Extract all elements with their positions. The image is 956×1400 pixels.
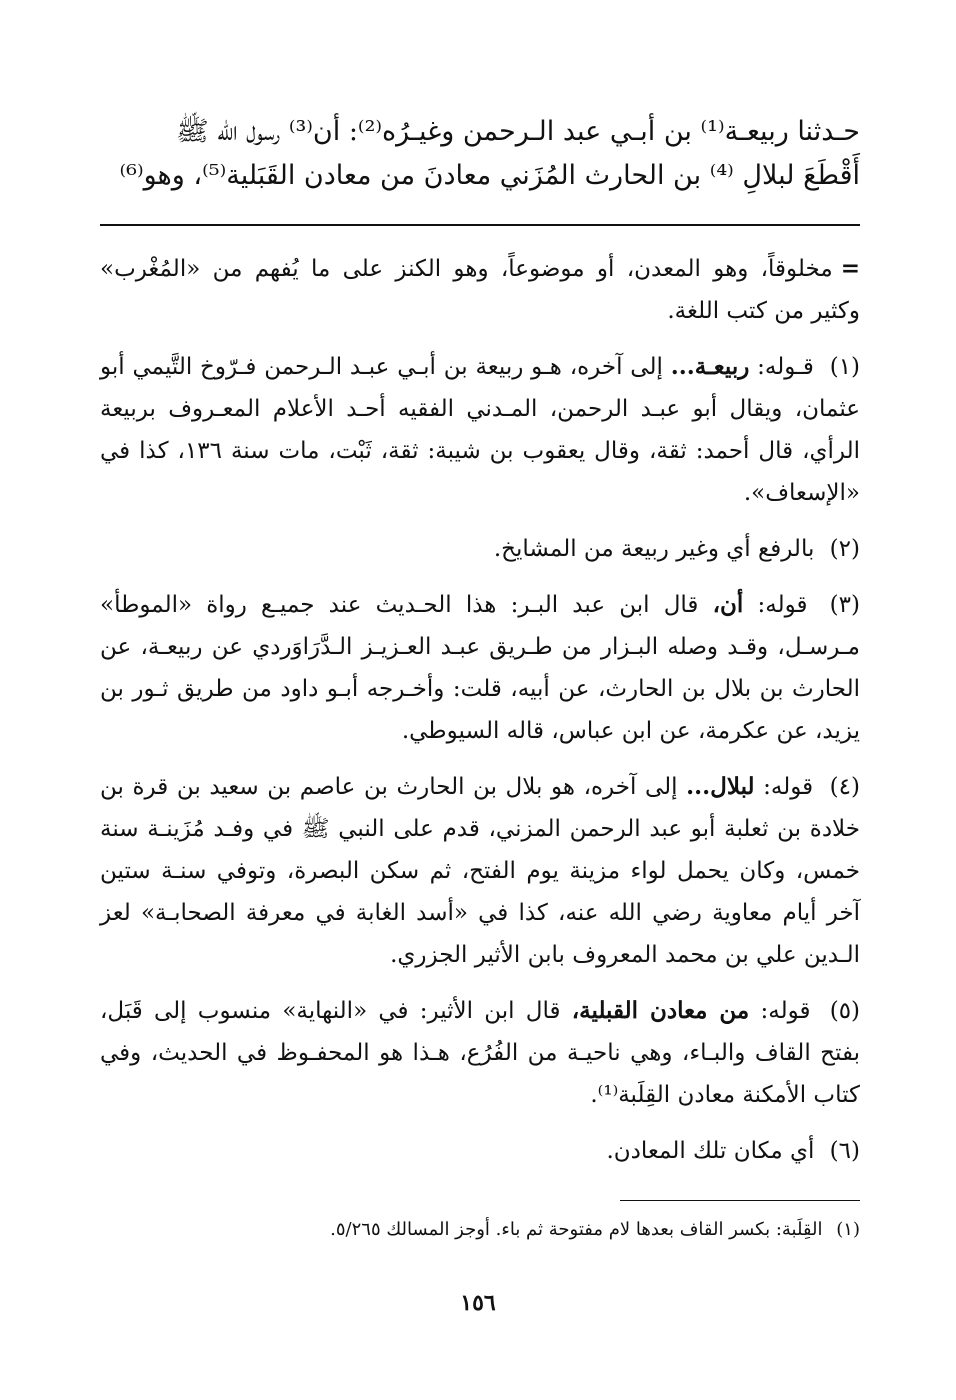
footnote-number: (١) [836,1219,860,1240]
commentary-note [100,528,860,570]
commentary-note [100,766,860,976]
footnote-separator [620,1200,860,1201]
note-text: إلى آخره، هـو ربيعة بن أبـي عبـد الـرحمن فـرّوخ التَّيمي أبو عثمان، ويقال أبو عبـد الرحمن، المـدني الفقيه أحـد الأعلام المعـروف بربيعة الرأي، قال أحمد: ثقة، وقال يعقوب بن شيبة: ثقة، ثَبْت، مات سنة ١٣٦، كذا في «الإسعاف». [100,354,860,506]
page-number: ١٥٦ [460,1290,496,1316]
note-text: أي مكان تلك المعادن. [606,1138,815,1164]
note-prefix: قوله: [763,774,814,800]
note-number: (٢) [829,536,860,562]
note-text: قال ابن عبد البـر: هذا الحـديث عند جميـع رواة «الموطأ» مـرسـل، وقـد وصله البـزار من طـريق عبـد العـزيـز الـدَّرَاوَردي عن ربيعـة، عن الحارث بن بلال بن الحارث، عن أبيه، قلت: وأخـرجه أبـو داود من طريق ثـور بن يزيد، عن عكرمة، عن ابن عباس، قاله السيوطي. [100,592,860,744]
note-text: قال ابن الأثير: في «النهاية» منسوب إلى قَبَل، بفتح القاف والبـاء، وهي ناحيـة من الفُرُع، هـذا هو المحفـوظ في الحديث، وفي كتاب الأمكنة معادن القِلَبة⁽¹⁾. [100,998,860,1108]
continuation-text: مخلوقاً، وهو المعدن، أو موضوعاً، وهو الكنز على ما يُفهم من «المُغْرب» وكثير من كتب اللغة. [100,256,860,324]
note-number: (٣) [829,592,860,618]
note-number: (٦) [829,1138,860,1164]
note-lemma: أن، [712,591,744,618]
note-lemma: ربيعـة... [670,353,750,380]
main-text-line: أَقْطَعَ لبلالِ ⁽⁴⁾ بن الحارث المُزَني معادنَ من معادن القَبَلية⁽⁵⁾، وهو⁽⁶⁾ [119,160,860,191]
separator-rule [100,224,860,226]
note-prefix: قوله: [757,592,808,618]
footnote-separator-wrap [100,1186,860,1215]
commentary-note [100,584,860,752]
main-text [100,110,860,198]
continuation-paragraph [100,248,860,332]
footnote-text: القِلَبة: بكسر القاف بعدها لام مفتوحة ثم باء. أوجز المسالك ٥/٢٦٥. [330,1219,823,1240]
note-lemma: لبلال... [686,773,755,800]
commentary-note [100,1130,860,1172]
note-text: بالرفع أي وغير ربيعة من المشايخ. [493,536,815,562]
main-text-line: حـدثنا ربيعـة⁽¹⁾ بن أبـي عبد الـرحمن وغيـرُه⁽²⁾: أن⁽³⁾ رسول الله ﷺ [176,116,860,147]
note-number: (٥) [829,998,861,1024]
commentary-note [100,346,860,514]
note-prefix: قوله: [760,998,811,1024]
commentary-note [100,990,860,1116]
continuation-marker: = [840,255,860,282]
note-number: (١) [829,354,861,380]
note-number: (٤) [829,774,860,800]
commentary [100,248,860,1172]
note-prefix: قـوله: [757,354,814,380]
footnote [100,1215,860,1245]
note-text: إلى آخره، هو بلال بن الحارث بن عاصم بن سعيد بن قرة بن خلادة بن ثعلبة أبو عبد الرحمن المزني، قدم على النبي ﷺ في وفـد مُزَينـة سنة خمس، وكان يحمل لواء مزينة يوم الفتح، ثم سكن البصرة، وتوفي سنـة ستين آخر أيام معاوية رضي الله عنه، كذا في «أسد الغابة في معرفة الصحابـة» لعز الـدين علي بن محمد المعروف بابن الأثير الجزري. [100,774,860,968]
note-lemma: من معادن القبلية، [571,997,750,1024]
